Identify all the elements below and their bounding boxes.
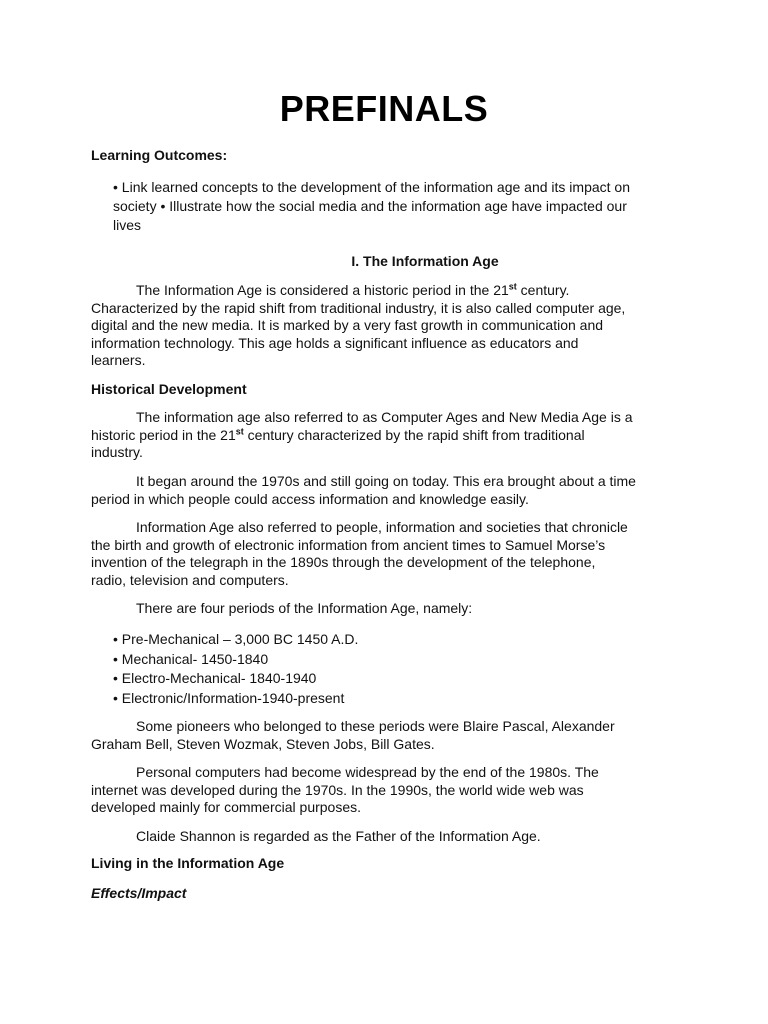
paragraph-line: industry. [91, 444, 143, 460]
paragraph-historical-1 [91, 409, 681, 462]
paragraph-line: invention of the telegraph in the 1890s through the development of the telephone, [91, 554, 596, 570]
learning-outcomes-list [113, 178, 673, 235]
paragraph-line: radio, television and computers. [91, 571, 289, 588]
living-information-age-heading: Living in the Information Age [91, 855, 285, 871]
paragraph-line: digital and the new media. It is marked by a very fast growth in communication and [91, 317, 604, 333]
paragraph-line: information technology. This age holds a significant influence as educators and [91, 334, 579, 351]
paragraph-line: The Information Age is considered a historic period in the 21st century. [136, 281, 570, 298]
paragraph-line: It began around the 1970s and still going on today. This era brought about a time [136, 473, 636, 489]
list-item: • Electronic/Information-1940-present [113, 689, 345, 706]
paragraph-historical-6 [91, 764, 681, 817]
paragraph-historical-2 [91, 473, 681, 508]
paragraph-historical-5 [91, 718, 681, 753]
paragraph-historical-3 [91, 519, 681, 589]
list-item: • Electro-Mechanical- 1840-1940 [113, 670, 317, 686]
paragraph-line: Personal computers had become widespread by the end of the 1980s. The [136, 764, 599, 780]
paragraph-information-age [91, 282, 681, 370]
paragraph-line: Characterized by the rapid shift from traditional industry, it is also called computer age, [91, 299, 626, 316]
paragraph-line: historic period in the 21st century characterized by the rapid shift from traditional [91, 425, 585, 443]
list-item: • Mechanical- 1450-1840 [113, 650, 269, 667]
paragraph-line: Some pioneers who belonged to these periods were Blaire Pascal, Alexander [136, 718, 615, 734]
learning-outcome-line: lives [113, 217, 142, 233]
document-title: PREFINALS [279, 88, 489, 129]
paragraph-line: learners. [91, 352, 146, 368]
paragraph-historical-7 [91, 828, 681, 846]
list-item: • Pre-Mechanical – 3,000 BC 1450 A.D. [113, 631, 359, 647]
paragraph-line: developed mainly for commercial purposes. [91, 799, 362, 815]
paragraph-line: the birth and growth of electronic information from ancient times to Samuel Morse’s [91, 536, 606, 553]
paragraph-line: There are four periods of the Information Age, namely: [136, 600, 473, 616]
learning-outcomes-heading: Learning Outcomes: [91, 147, 228, 163]
paragraph-line: Information Age also referred to people, information and societies that chronicle [136, 519, 628, 535]
paragraph-line: internet was developed during the 1970s. In the 1990s, the world wide web was [91, 781, 584, 798]
periods-list [113, 630, 673, 708]
learning-outcome-line: society • Illustrate how the social media and the information age have impacted our [113, 198, 627, 214]
paragraph-line: The information age also referred to as Computer Ages and New Media Age is a [136, 409, 633, 425]
paragraph-line: Graham Bell, Steven Wozmak, Steven Jobs, Bill Gates. [91, 735, 435, 752]
learning-outcome-line: • Link learned concepts to the development of the information age and its impact on [113, 179, 630, 195]
paragraph-line: period in which people could access information and knowledge easily. [91, 490, 529, 507]
paragraph-historical-4 [91, 600, 681, 618]
paragraph-line: Claide Shannon is regarded as the Father of the Information Age. [136, 828, 541, 844]
historical-development-heading: Historical Development [91, 381, 247, 397]
effects-impact-subheading: Effects/Impact [91, 885, 187, 901]
section-heading-information-age: I. The Information Age [351, 253, 499, 269]
